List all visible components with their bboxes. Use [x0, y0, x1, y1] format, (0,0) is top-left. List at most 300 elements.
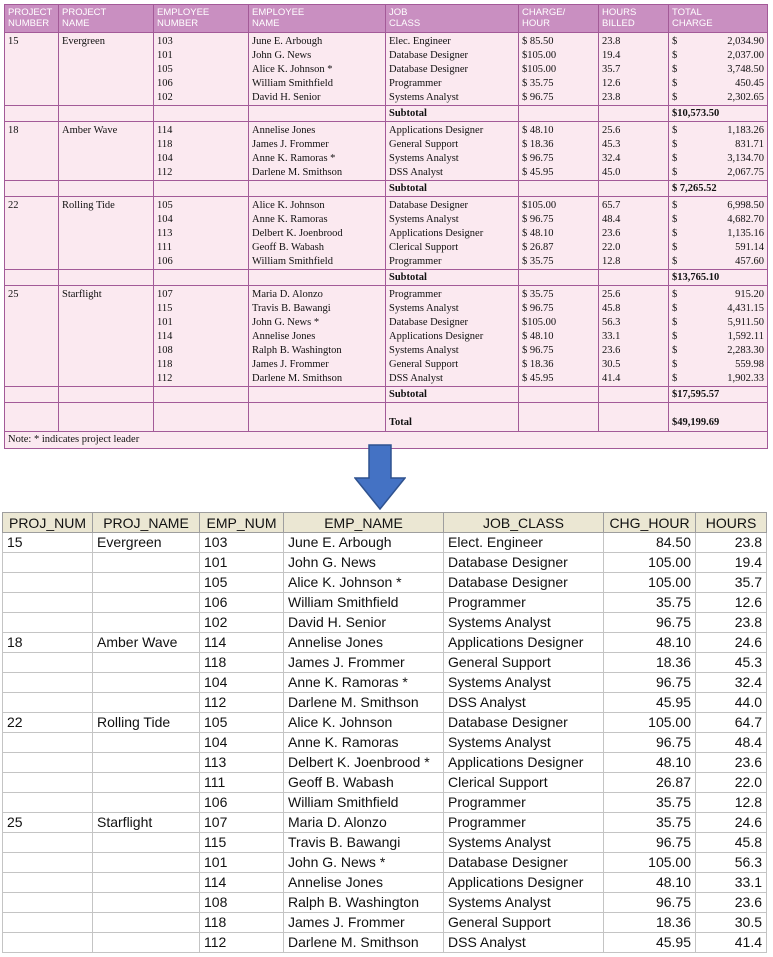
currency-symbol: $	[672, 78, 678, 89]
hours-billed: 45.3	[599, 138, 669, 152]
charge-hour	[519, 227, 599, 241]
amount: 18.36	[529, 359, 554, 370]
down-arrow-icon	[354, 444, 406, 510]
currency-symbol: $	[522, 139, 530, 150]
hours-billed: 23.8	[599, 91, 669, 106]
job-class-cell: Systems Analyst	[444, 833, 604, 853]
emp-num-cell: 112	[200, 693, 284, 713]
amount: 6,998.50	[727, 200, 764, 211]
empty-cell	[59, 241, 154, 255]
proj-name-cell	[93, 673, 200, 693]
project-name: Amber Wave	[59, 122, 154, 139]
hours-billed: 23.6	[599, 344, 669, 358]
money-value	[672, 316, 764, 330]
amount: 85.50	[529, 36, 554, 47]
currency-symbol: $	[522, 256, 530, 267]
report-row	[5, 63, 768, 77]
subtotal-value: $13,765.10	[669, 270, 768, 286]
total-charge	[669, 330, 768, 344]
employee-number: 114	[154, 122, 249, 139]
currency-symbol: $	[672, 153, 678, 164]
employee-name: Annelise Jones	[249, 122, 386, 139]
money-value	[672, 227, 764, 241]
table-row	[3, 553, 767, 573]
currency-symbol: $	[672, 50, 678, 61]
charge-hour	[519, 122, 599, 139]
charge-hour	[519, 138, 599, 152]
charge-hour	[519, 33, 599, 50]
chg-hour-cell: 48.10	[604, 753, 696, 773]
table-row	[3, 893, 767, 913]
total-charge	[669, 49, 768, 63]
employee-name: David H. Senior	[249, 91, 386, 106]
job-class: Clerical Support	[386, 241, 519, 255]
money-value	[672, 255, 764, 269]
currency-symbol: $	[672, 139, 678, 150]
employee-number: 108	[154, 344, 249, 358]
emp-name-cell: John G. News *	[284, 853, 444, 873]
hours-billed: 48.4	[599, 213, 669, 227]
emp-name-cell: Alice K. Johnson *	[284, 573, 444, 593]
job-class-cell: DSS Analyst	[444, 933, 604, 953]
job-class: Systems Analyst	[386, 152, 519, 166]
proj-name-cell	[93, 613, 200, 633]
job-class: Applications Designer	[386, 122, 519, 139]
empty-cell	[5, 270, 59, 286]
empty-cell	[5, 152, 59, 166]
emp-name-cell: Annelise Jones	[284, 873, 444, 893]
chg-hour-cell: 26.87	[604, 773, 696, 793]
employee-number: 112	[154, 372, 249, 387]
report-row	[5, 152, 768, 166]
table-row	[3, 713, 767, 733]
money-value	[672, 241, 764, 255]
job-class: General Support	[386, 358, 519, 372]
total-value: $49,199.69	[669, 403, 768, 432]
table-row	[3, 833, 767, 853]
emp-num-cell: 102	[200, 613, 284, 633]
report-column-header: HOURS BILLED	[599, 5, 669, 33]
job-class-cell: DSS Analyst	[444, 693, 604, 713]
grid-column-header: PROJ_NUM	[3, 513, 93, 533]
currency-symbol: $	[672, 289, 678, 300]
proj-num-cell	[3, 593, 93, 613]
empty-cell	[249, 181, 386, 197]
hours-cell: 12.8	[696, 793, 767, 813]
employee-number: 101	[154, 316, 249, 330]
currency-symbol: $	[672, 64, 678, 75]
employee-number: 114	[154, 330, 249, 344]
job-class: DSS Analyst	[386, 166, 519, 181]
currency-symbol: $	[672, 256, 678, 267]
amount: 915.20	[735, 289, 764, 300]
job-class: Systems Analyst	[386, 344, 519, 358]
empty-cell	[5, 77, 59, 91]
total-charge	[669, 286, 768, 303]
money-value	[672, 213, 764, 227]
job-class-cell: Systems Analyst	[444, 673, 604, 693]
total-charge	[669, 213, 768, 227]
empty-cell	[59, 181, 154, 197]
proj-name-cell	[93, 833, 200, 853]
employee-number: 113	[154, 227, 249, 241]
amount: 96.75	[529, 214, 554, 225]
charge-hour	[519, 77, 599, 91]
empty-cell	[59, 330, 154, 344]
empty-cell	[249, 270, 386, 286]
empty-cell	[5, 344, 59, 358]
money-value	[672, 330, 764, 344]
emp-num-cell: 104	[200, 673, 284, 693]
currency-symbol: $	[522, 373, 530, 384]
report-column-header: JOB CLASS	[386, 5, 519, 33]
report-row	[5, 255, 768, 270]
job-class-cell: Systems Analyst	[444, 893, 604, 913]
report-row	[5, 138, 768, 152]
amount: 1,592.11	[727, 331, 764, 342]
empty-cell	[59, 77, 154, 91]
empty-cell	[59, 213, 154, 227]
table-row	[3, 573, 767, 593]
empty-cell	[59, 255, 154, 270]
currency-symbol: $	[522, 214, 530, 225]
employee-number: 106	[154, 77, 249, 91]
empty-cell	[59, 152, 154, 166]
proj-name-cell: Amber Wave	[93, 633, 200, 653]
emp-num-cell: 115	[200, 833, 284, 853]
table-row	[3, 533, 767, 553]
amount: 48.10	[529, 125, 554, 136]
currency-symbol: $	[522, 359, 530, 370]
chg-hour-cell: 48.10	[604, 873, 696, 893]
amount: 1,183.26	[727, 125, 764, 136]
employee-name: John G. News	[249, 49, 386, 63]
job-class-cell: Applications Designer	[444, 633, 604, 653]
report-row	[5, 302, 768, 316]
empty-cell	[5, 91, 59, 106]
proj-num-cell	[3, 913, 93, 933]
report-header-row	[5, 5, 768, 33]
amount: 18.36	[529, 139, 554, 150]
emp-name-cell: Travis B. Bawangi	[284, 833, 444, 853]
proj-name-cell	[93, 933, 200, 953]
hours-cell: 22.0	[696, 773, 767, 793]
empty-cell	[249, 403, 386, 432]
job-class-cell: General Support	[444, 913, 604, 933]
amount: 2,283.30	[727, 345, 764, 356]
report-row	[5, 358, 768, 372]
report-column-header: EMPLOYEE NAME	[249, 5, 386, 33]
money-value	[672, 358, 764, 372]
money-value	[672, 199, 764, 213]
currency-symbol: $	[672, 125, 678, 136]
table-row	[3, 853, 767, 873]
proj-name-cell	[93, 773, 200, 793]
project-number: 25	[5, 286, 59, 303]
hours-billed: 41.4	[599, 372, 669, 387]
hours-billed: 45.0	[599, 166, 669, 181]
job-class: Applications Designer	[386, 227, 519, 241]
proj-name-cell	[93, 793, 200, 813]
charge-hour: $105.00	[519, 63, 599, 77]
hours-cell: 56.3	[696, 853, 767, 873]
grid-column-header: EMP_NUM	[200, 513, 284, 533]
money-value	[672, 372, 764, 386]
currency-symbol: $	[672, 167, 678, 178]
proj-name-cell	[93, 753, 200, 773]
report-column-header: CHARGE/ HOUR	[519, 5, 599, 33]
hours-cell: 24.6	[696, 813, 767, 833]
employee-number: 103	[154, 33, 249, 50]
employee-number: 115	[154, 302, 249, 316]
money-value	[672, 302, 764, 316]
emp-num-cell: 118	[200, 913, 284, 933]
emp-name-cell: David H. Senior	[284, 613, 444, 633]
employee-name: Alice K. Johnson	[249, 197, 386, 214]
empty-cell	[519, 181, 599, 197]
chg-hour-cell: 35.75	[604, 793, 696, 813]
grid-column-header: JOB_CLASS	[444, 513, 604, 533]
subtotal-value: $10,573.50	[669, 106, 768, 122]
note-text: Note: * indicates project leader	[5, 432, 768, 449]
emp-name-cell: John G. News	[284, 553, 444, 573]
emp-name-cell: Geoff B. Wabash	[284, 773, 444, 793]
grid-column-header: CHG_HOUR	[604, 513, 696, 533]
empty-cell	[154, 181, 249, 197]
amount: 1,135.16	[727, 228, 764, 239]
hours-cell: 19.4	[696, 553, 767, 573]
empty-cell	[59, 138, 154, 152]
report-row	[5, 166, 768, 181]
currency-symbol: $	[672, 317, 678, 328]
report-row	[5, 227, 768, 241]
chg-hour-cell: 96.75	[604, 893, 696, 913]
table-row	[3, 873, 767, 893]
job-class: Elec. Engineer	[386, 33, 519, 50]
chg-hour-cell: 96.75	[604, 833, 696, 853]
proj-name-cell: Rolling Tide	[93, 713, 200, 733]
report-row	[5, 77, 768, 91]
proj-name-cell	[93, 733, 200, 753]
report-column-header: TOTAL CHARGE	[669, 5, 768, 33]
table-row	[3, 613, 767, 633]
proj-num-cell	[3, 653, 93, 673]
proj-num-cell	[3, 613, 93, 633]
total-charge	[669, 63, 768, 77]
subtotal-row	[5, 106, 768, 122]
employee-name: Ralph B. Washington	[249, 344, 386, 358]
empty-cell	[5, 63, 59, 77]
chg-hour-cell: 18.36	[604, 913, 696, 933]
chg-hour-cell: 35.75	[604, 813, 696, 833]
proj-num-cell	[3, 853, 93, 873]
employee-number: 118	[154, 138, 249, 152]
amount: 1,902.33	[727, 373, 764, 384]
subtotal-row	[5, 181, 768, 197]
charge-hour: $105.00	[519, 49, 599, 63]
job-class: DSS Analyst	[386, 372, 519, 387]
hours-billed: 45.8	[599, 302, 669, 316]
amount: 96.75	[529, 153, 554, 164]
charge-hour	[519, 358, 599, 372]
hours-cell: 12.6	[696, 593, 767, 613]
grid-column-header: HOURS	[696, 513, 767, 533]
employee-number: 106	[154, 255, 249, 270]
report-row	[5, 213, 768, 227]
emp-num-cell: 101	[200, 853, 284, 873]
hours-billed: 32.4	[599, 152, 669, 166]
report-column-header: PROJECT NAME	[59, 5, 154, 33]
job-class: Database Designer	[386, 63, 519, 77]
subtotal-value: $17,595.57	[669, 387, 768, 403]
report-column-header: EMPLOYEE NUMBER	[154, 5, 249, 33]
money-value	[672, 91, 764, 105]
empty-cell	[5, 227, 59, 241]
amount: 35.75	[529, 289, 554, 300]
hours-cell: 45.3	[696, 653, 767, 673]
table-row	[3, 733, 767, 753]
job-class-cell: Database Designer	[444, 553, 604, 573]
proj-name-cell	[93, 573, 200, 593]
job-class-cell: Database Designer	[444, 713, 604, 733]
hours-billed: 25.6	[599, 122, 669, 139]
job-class-cell: Applications Designer	[444, 873, 604, 893]
emp-num-cell: 106	[200, 793, 284, 813]
employee-name: William Smithfield	[249, 77, 386, 91]
chg-hour-cell: 45.95	[604, 693, 696, 713]
report-column-header: PROJECT NUMBER	[5, 5, 59, 33]
chg-hour-cell: 96.75	[604, 673, 696, 693]
empty-cell	[5, 403, 59, 432]
hours-billed: 65.7	[599, 197, 669, 214]
employee-name: James J. Frommer	[249, 358, 386, 372]
report-row	[5, 344, 768, 358]
employee-name: William Smithfield	[249, 255, 386, 270]
hours-cell: 23.6	[696, 753, 767, 773]
job-class-cell: Applications Designer	[444, 753, 604, 773]
chg-hour-cell: 105.00	[604, 713, 696, 733]
report-row	[5, 33, 768, 50]
empty-cell	[5, 358, 59, 372]
grid-column-header: EMP_NAME	[284, 513, 444, 533]
job-class: Database Designer	[386, 49, 519, 63]
currency-symbol: $	[522, 345, 530, 356]
table-row	[3, 813, 767, 833]
money-value	[672, 138, 764, 152]
table-row	[3, 593, 767, 613]
table-row	[3, 673, 767, 693]
report-row	[5, 241, 768, 255]
money-value	[672, 63, 764, 77]
amount: 450.45	[735, 78, 764, 89]
currency-symbol: $	[522, 153, 530, 164]
amount: 45.95	[529, 167, 554, 178]
total-label: Total	[386, 403, 519, 432]
empty-cell	[5, 213, 59, 227]
amount: 3,748.50	[727, 64, 764, 75]
empty-cell	[599, 403, 669, 432]
employee-name: Annelise Jones	[249, 330, 386, 344]
currency-symbol: $	[522, 289, 530, 300]
employee-name: Darlene M. Smithson	[249, 166, 386, 181]
report-row	[5, 49, 768, 63]
charge-hour	[519, 91, 599, 106]
currency-symbol: $	[672, 345, 678, 356]
chg-hour-cell: 84.50	[604, 533, 696, 553]
amount: 2,037.00	[727, 50, 764, 61]
proj-name-cell: Starflight	[93, 813, 200, 833]
emp-num-cell: 114	[200, 633, 284, 653]
proj-name-cell	[93, 913, 200, 933]
amount: 96.75	[529, 303, 554, 314]
employee-number: 104	[154, 213, 249, 227]
currency-symbol: $	[672, 331, 678, 342]
subtotal-label: Subtotal	[386, 181, 519, 197]
chg-hour-cell: 96.75	[604, 613, 696, 633]
total-charge	[669, 358, 768, 372]
employee-name: Delbert K. Joenbrood	[249, 227, 386, 241]
hours-cell: 32.4	[696, 673, 767, 693]
job-class: Database Designer	[386, 316, 519, 330]
subtotal-value: $ 7,265.52	[669, 181, 768, 197]
empty-cell	[519, 403, 599, 432]
hours-cell: 24.6	[696, 633, 767, 653]
empty-cell	[599, 387, 669, 403]
total-charge	[669, 316, 768, 330]
job-class-cell: Systems Analyst	[444, 733, 604, 753]
job-class: Systems Analyst	[386, 91, 519, 106]
job-class: Programmer	[386, 255, 519, 270]
project-number: 15	[5, 33, 59, 50]
charge-hour	[519, 152, 599, 166]
total-charge	[669, 166, 768, 181]
chg-hour-cell: 105.00	[604, 853, 696, 873]
emp-name-cell: June E. Arbough	[284, 533, 444, 553]
project-number: 18	[5, 122, 59, 139]
empty-cell	[59, 403, 154, 432]
amount: 35.75	[529, 256, 554, 267]
currency-symbol: $	[522, 242, 530, 253]
hours-billed: 30.5	[599, 358, 669, 372]
proj-num-cell	[3, 753, 93, 773]
report-row	[5, 286, 768, 303]
empty-cell	[5, 241, 59, 255]
currency-symbol: $	[672, 359, 678, 370]
proj-num-cell	[3, 773, 93, 793]
proj-num-cell	[3, 693, 93, 713]
charge-hour	[519, 166, 599, 181]
proj-name-cell: Evergreen	[93, 533, 200, 553]
charge-hour	[519, 372, 599, 387]
proj-num-cell	[3, 873, 93, 893]
currency-symbol: $	[522, 167, 530, 178]
employee-number: 105	[154, 63, 249, 77]
currency-symbol: $	[672, 200, 678, 211]
hours-cell: 23.8	[696, 533, 767, 553]
employee-name: John G. News *	[249, 316, 386, 330]
amount: 3,134.70	[727, 153, 764, 164]
hours-billed: 22.0	[599, 241, 669, 255]
empty-cell	[154, 387, 249, 403]
charge-hour	[519, 241, 599, 255]
empty-cell	[5, 372, 59, 387]
employee-name: Alice K. Johnson *	[249, 63, 386, 77]
amount: 26.87	[529, 242, 554, 253]
currency-symbol: $	[672, 214, 678, 225]
employee-name: James J. Frommer	[249, 138, 386, 152]
money-value	[672, 344, 764, 358]
report-row	[5, 372, 768, 387]
